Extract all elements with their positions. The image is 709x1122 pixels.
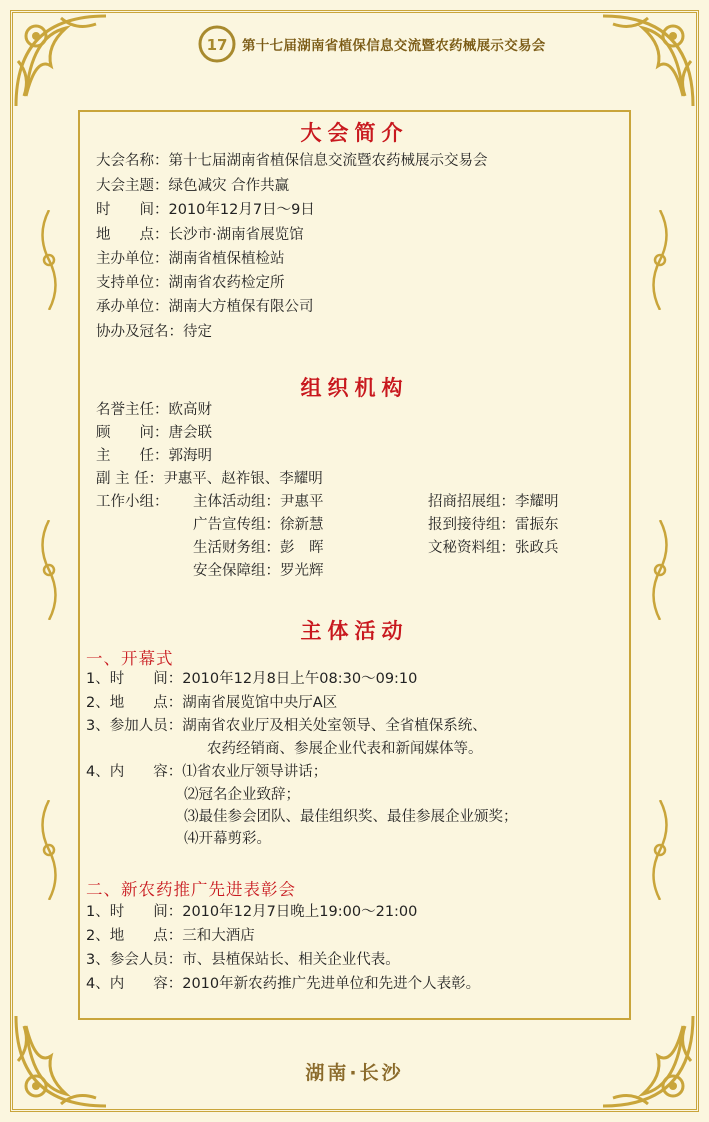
opening-heading: 一、开幕式 [86,649,174,668]
workgroup-label: 工作小组： [96,494,169,510]
award-row: 4、内 容：2010年新农药推广先进单位和先进个人表彰。 [86,976,481,992]
intro-row: 时 间：2010年12月7日～9日 [96,202,315,218]
award-row: 3、参会人员：市、县植保站长、相关企业代表。 [86,952,400,968]
workgroup-item: 广告宣传组：徐新慧 [193,517,324,533]
intro-row: 大会主题：绿色减灾 合作共赢 [96,178,290,194]
side-ornament-icon [34,520,64,620]
side-ornament-icon [645,520,675,620]
opening-row: 3、参加人员：湖南省农业厅及相关处室领导、全省植保系统、 [86,718,487,734]
activities-title: 主体活动 [300,619,409,643]
header [198,24,546,64]
footer [0,1058,709,1085]
opening-row: ⑶最佳参会团队、最佳组织奖、最佳参展企业颁奖； [184,809,518,825]
award-row: 2、地 点：三和大酒店 [86,928,255,944]
workgroup-item: 生活财务组：彭 晖 [193,540,324,556]
opening-row: 4、内 容：⑴省农业厅领导讲话； [86,764,328,780]
opening-row: 农药经销商、参展企业代表和新闻媒体等。 [207,741,483,757]
intro-row: 主办单位：湖南省植保植检站 [96,251,285,267]
award-heading: 二、新农药推广先进表彰会 [86,880,296,899]
org-row: 主 任：郭海明 [96,448,212,464]
opening-row: ⑵冠名企业致辞； [184,787,300,803]
intro-title: 大会简介 [300,121,409,145]
org-row: 名誉主任：欧高财 [96,402,212,418]
event-logo-icon [198,25,236,63]
opening-row: 2、地 点：湖南省展览馆中央厅A区 [86,695,338,711]
corner-ornament-icon [593,6,703,116]
intro-row: 大会名称：第十七届湖南省植保信息交流暨农药械展示交易会 [96,153,488,169]
corner-ornament-icon [6,6,116,116]
org-row: 副 主 任：尹惠平、赵祚银、李耀明 [96,471,323,487]
side-ornament-icon [645,210,675,310]
side-ornament-icon [645,800,675,900]
org-row: 顾 问：唐会联 [96,425,212,441]
intro-row: 承办单位：湖南大方植保有限公司 [96,299,314,315]
intro-row: 地 点：长沙市·湖南省展览馆 [96,227,304,243]
workgroup-item: 文秘资料组：张政兵 [428,540,559,556]
workgroup-item: 安全保障组：罗光辉 [193,563,324,579]
intro-row: 支持单位：湖南省农药检定所 [96,275,285,291]
intro-row: 协办及冠名：待定 [96,324,212,340]
logo-number: 17 [206,36,228,54]
footer-text: 湖南·长沙 [305,1062,404,1084]
side-ornament-icon [34,800,64,900]
opening-row: 1、时 间：2010年12月8日上午08:30～09:10 [86,671,418,687]
header-title: 第十七届湖南省植保信息交流暨农药械展示交易会 [242,38,546,54]
opening-row: ⑷开幕剪彩。 [184,831,271,847]
side-ornament-icon [34,210,64,310]
award-row: 1、时 间：2010年12月7日晚上19:00～21:00 [86,904,418,920]
workgroup-item: 主体活动组：尹惠平 [193,494,324,510]
org-title: 组织机构 [300,376,409,400]
workgroup-item: 招商招展组：李耀明 [428,494,559,510]
workgroup-item: 报到接待组：雷振东 [428,517,559,533]
